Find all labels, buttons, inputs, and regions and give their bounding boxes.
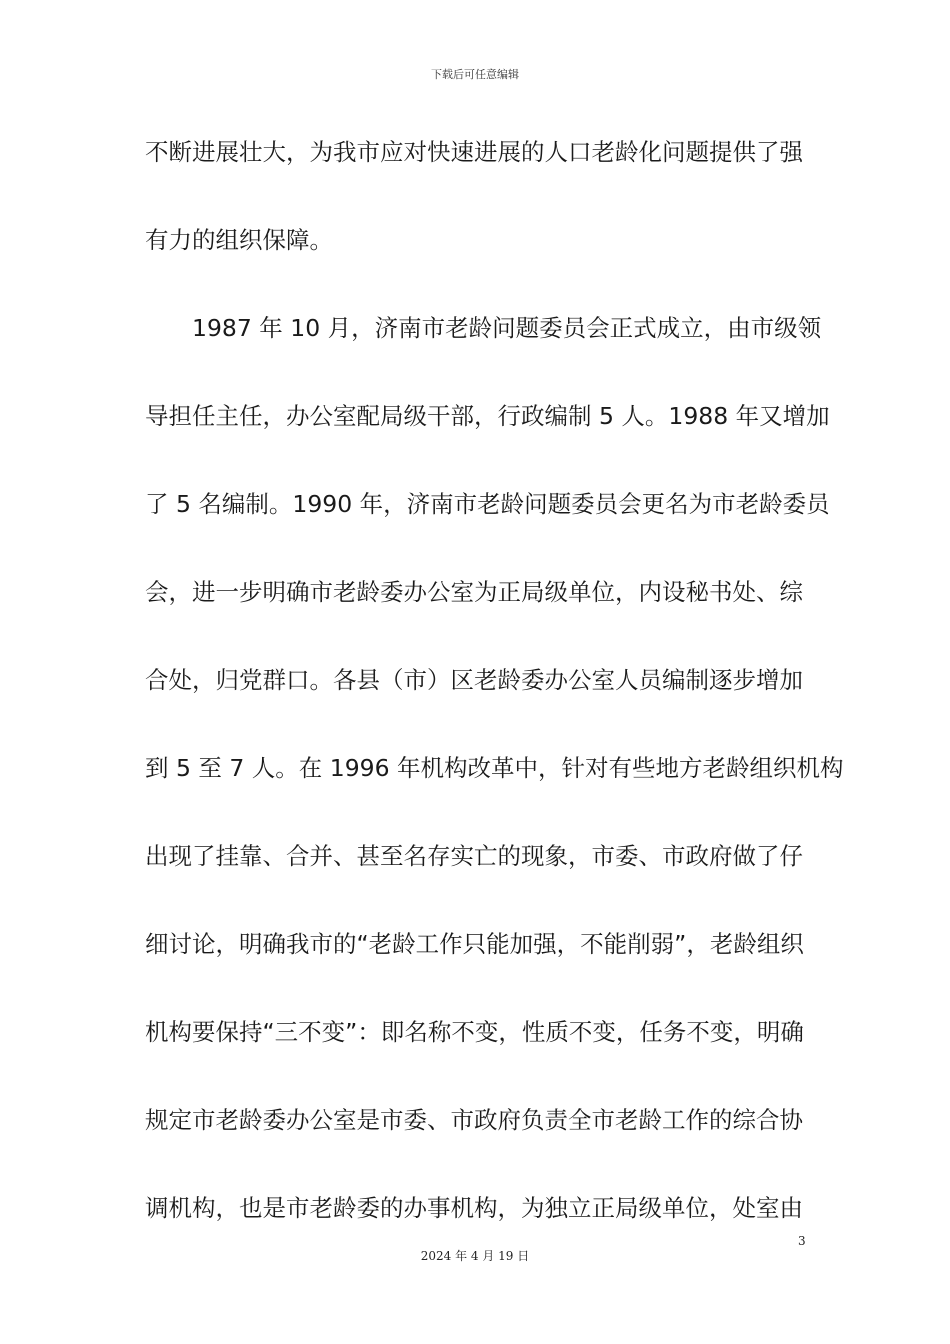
document-body [145, 132, 844, 1276]
text-line: 不断进展壮大，为我市应对快速进展的人口老龄化问题提供了强 [145, 138, 803, 166]
text-line: 细讨论，明确我市的“老龄工作只能加强，不能削弱”，老龄组织 [145, 930, 804, 958]
footer-date: 2024 年 4 月 19 日 [420, 1249, 530, 1263]
text-line: 出现了挂靠、合并、甚至名存实亡的现象，市委、市政府做了仔 [145, 842, 803, 870]
paragraph-first-line: 1987 年 10 月，济南市老龄问题委员会正式成立，由市级领 [192, 314, 822, 342]
page-header: 下载后可任意编辑 [431, 68, 519, 81]
text-line: 到 5 至 7 人。在 1996 年机构改革中，针对有些地方老龄组织机构 [145, 754, 844, 782]
text-line: 会，进一步明确市老龄委办公室为正局级单位，内设秘书处、综 [145, 578, 803, 606]
text-line: 调机构，也是市老龄委的办事机构，为独立正局级单位，处室由 [145, 1194, 803, 1222]
text-line: 机构要保持“三不变”：即名称不变，性质不变，任务不变，明确 [145, 1018, 804, 1046]
text-line: 合处，归党群口。各县（市）区老龄委办公室人员编制逐步增加 [145, 666, 803, 694]
page-number: 3 [798, 1234, 806, 1248]
text-line: 规定市老龄委办公室是市委、市政府负责全市老龄工作的综合协 [145, 1106, 803, 1134]
text-line: 有力的组织保障。 [145, 226, 333, 254]
text-line: 导担任主任，办公室配局级干部，行政编制 5 人。1988 年又增加 [145, 402, 830, 430]
text-line: 了 5 名编制。1990 年，济南市老龄问题委员会更名为市老龄委员 [145, 490, 830, 518]
